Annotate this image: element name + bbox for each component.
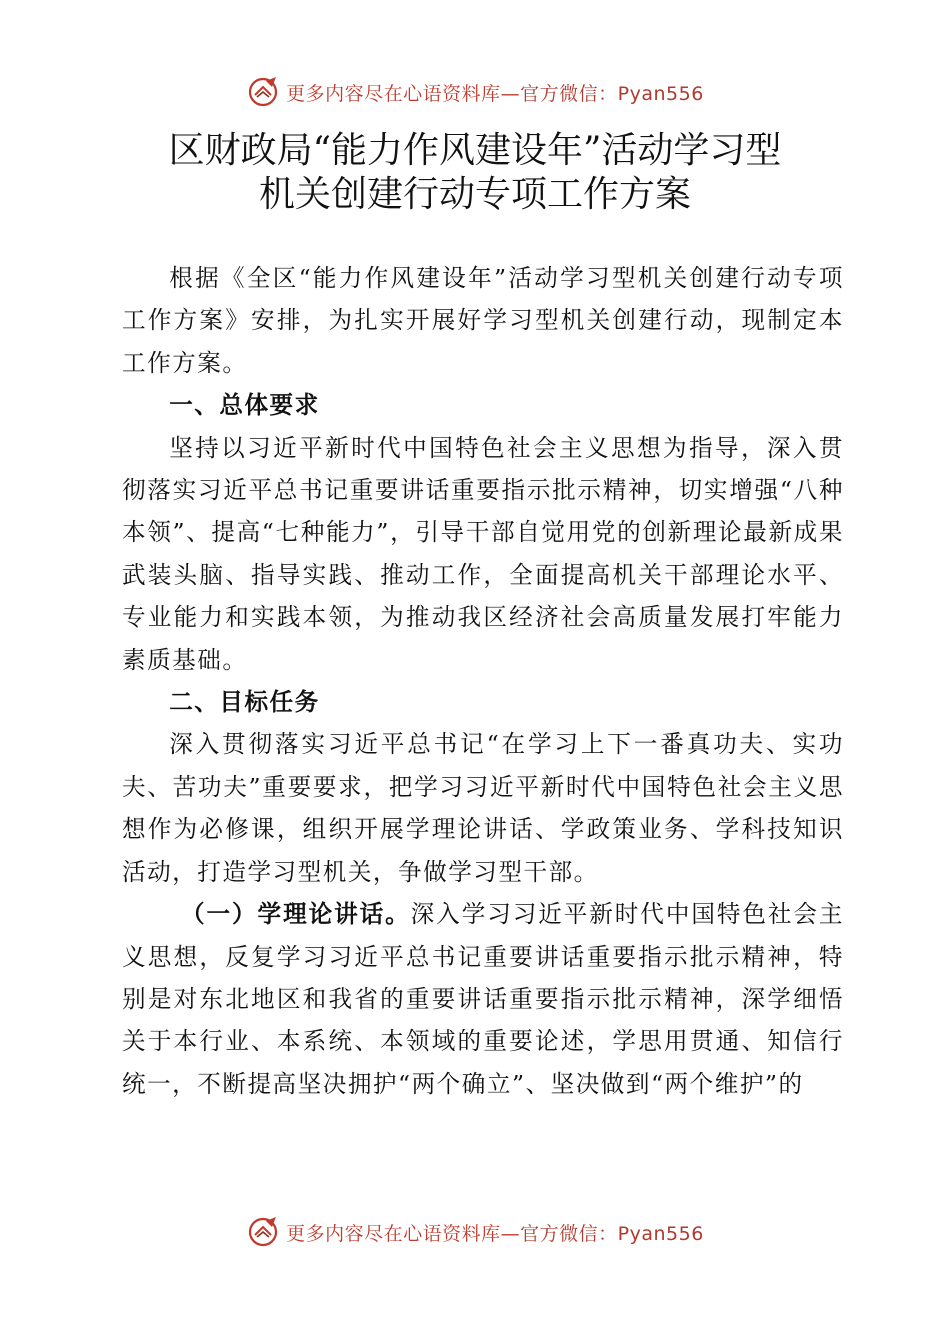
watermark-footer (0, 1212, 950, 1252)
section-paragraph-overall-requirements: 坚持以习近平新时代中国特色社会主义思想为指导，深入贯彻落实习近平总书记重要讲话重要指示批示精神，切实增强“八种本领”、提高“七种能力”，引导干部自觉用党的创新理论最新成果武装头脑、指导实践、推动工作，全面提高机关干部理论水平、专业能力和实践本领，为推动我区经济社会高质量发展打牢能力素质基础。 (122, 433, 844, 674)
document-body (122, 257, 844, 1105)
book-logo-icon (246, 75, 280, 109)
section-heading-goals-tasks: 二、目标任务 (169, 688, 320, 717)
section-heading-overall-requirements: 一、总体要求 (169, 391, 320, 420)
intro-paragraph: 根据《全区“能力作风建设年”活动学习型机关创建行动专项工作方案》安排，为扎实开展好学习型机关创建行动，现制定本工作方案。 (122, 264, 844, 377)
subsection-paragraph-theory (122, 893, 844, 1105)
watermark-header (0, 72, 950, 112)
subsection-body-theory: 深入学习习近平新时代中国特色社会主义思想，反复学习习近平总书记重要讲话重要指示批示精神，特别是对东北地区和我省的重要讲话重要指示批示精神，深学细悟关于本行业、本系统、本领域的重要论述，学思用贯通、知信行统一，不断提高坚决拥护“两个确立”、坚决做到“两个维护”的 (122, 900, 845, 1098)
document-title-line1: 区财政局“能力作风建设年”活动学习型 (168, 130, 782, 171)
document-title-line2: 机关创建行动专项工作方案 (258, 174, 691, 215)
subsection-lead-theory: （一）学理论讲话。 (181, 900, 411, 929)
book-logo-icon (246, 1215, 280, 1249)
watermark-text: 更多内容尽在心语资料库—官方微信：Pyan556 (286, 82, 704, 105)
section-paragraph-goals-tasks: 深入贯彻落实习近平总书记“在学习上下一番真功夫、实功夫、苦功夫”重要要求，把学习习近平新时代中国特色社会主义思想作为必修课，组织开展学理论讲话、学政策业务、学科技知识活动，打造学习型机关，争做学习型干部。 (122, 730, 844, 886)
watermark-text: 更多内容尽在心语资料库—官方微信：Pyan556 (286, 1222, 704, 1245)
